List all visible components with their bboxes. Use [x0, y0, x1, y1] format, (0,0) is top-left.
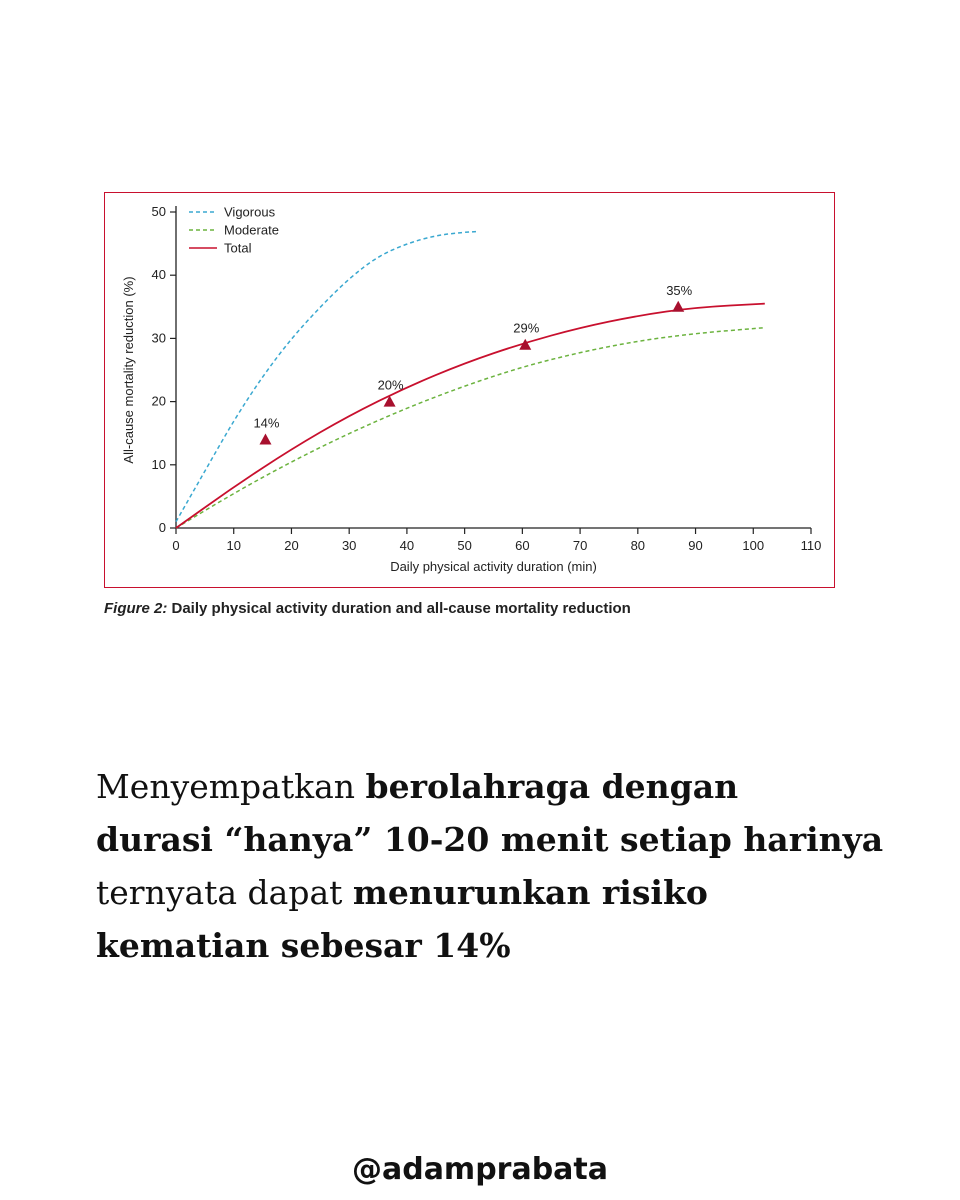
body-line-4	[96, 919, 856, 972]
legend-label-moderate: Moderate	[224, 222, 279, 238]
data-label: 20%	[377, 377, 404, 393]
y-tick-label: 0	[158, 520, 166, 535]
x-tick-label: 70	[572, 538, 588, 553]
y-tick-label: 50	[151, 204, 166, 219]
author-handle: @adamprabata	[351, 1152, 609, 1187]
y-tick-label: 30	[151, 330, 166, 346]
body-line-3	[96, 866, 856, 919]
mortality-chart	[105, 193, 836, 589]
x-tick-label: 0	[172, 538, 180, 553]
x-tick-label: 60	[515, 538, 530, 553]
y-tick-label: 10	[151, 456, 166, 472]
legend-label-total: Total	[224, 240, 252, 256]
x-tick-label: 30	[341, 538, 357, 553]
x-tick-label: 90	[688, 538, 703, 553]
body-paragraph	[96, 760, 884, 972]
body-text-normal: ternyata dapat	[96, 873, 353, 912]
y-tick-label: 40	[151, 267, 166, 283]
body-line-1	[96, 760, 856, 813]
x-axis-label: Daily physical activity duration (min)	[390, 559, 597, 574]
caption-lead: Figure 2:	[104, 600, 168, 617]
legend-label-vigorous: Vigorous	[224, 204, 276, 220]
data-label: 14%	[253, 415, 280, 431]
data-marker	[672, 301, 684, 312]
body-line-2	[96, 813, 884, 866]
x-tick-label: 10	[226, 538, 241, 553]
figure-caption	[104, 600, 631, 617]
body-text-bold: menurunkan risiko	[352, 873, 708, 912]
x-tick-label: 100	[742, 538, 765, 553]
data-label: 35%	[666, 282, 693, 298]
body-text-bold: berolahraga dengan	[365, 767, 739, 806]
caption-text: Daily physical activity duration and all-cause mortality reduction	[167, 600, 631, 617]
data-label: 29%	[513, 320, 540, 336]
x-tick-label: 40	[399, 538, 415, 553]
y-axis-label: All-cause mortality reduction (%)	[121, 276, 136, 464]
body-text-bold: durasi “hanya” 10-20 menit setiap harinya	[96, 820, 884, 859]
body-text-bold: kematian sebesar 14%	[96, 926, 511, 965]
body-text-normal: Menyempatkan	[96, 767, 366, 806]
data-marker	[259, 434, 271, 445]
x-tick-label: 20	[284, 538, 299, 553]
x-tick-label: 110	[800, 538, 822, 553]
x-tick-label: 50	[457, 538, 472, 553]
figure-frame	[104, 192, 835, 588]
x-tick-label: 80	[630, 538, 646, 553]
y-tick-label: 20	[151, 393, 166, 409]
